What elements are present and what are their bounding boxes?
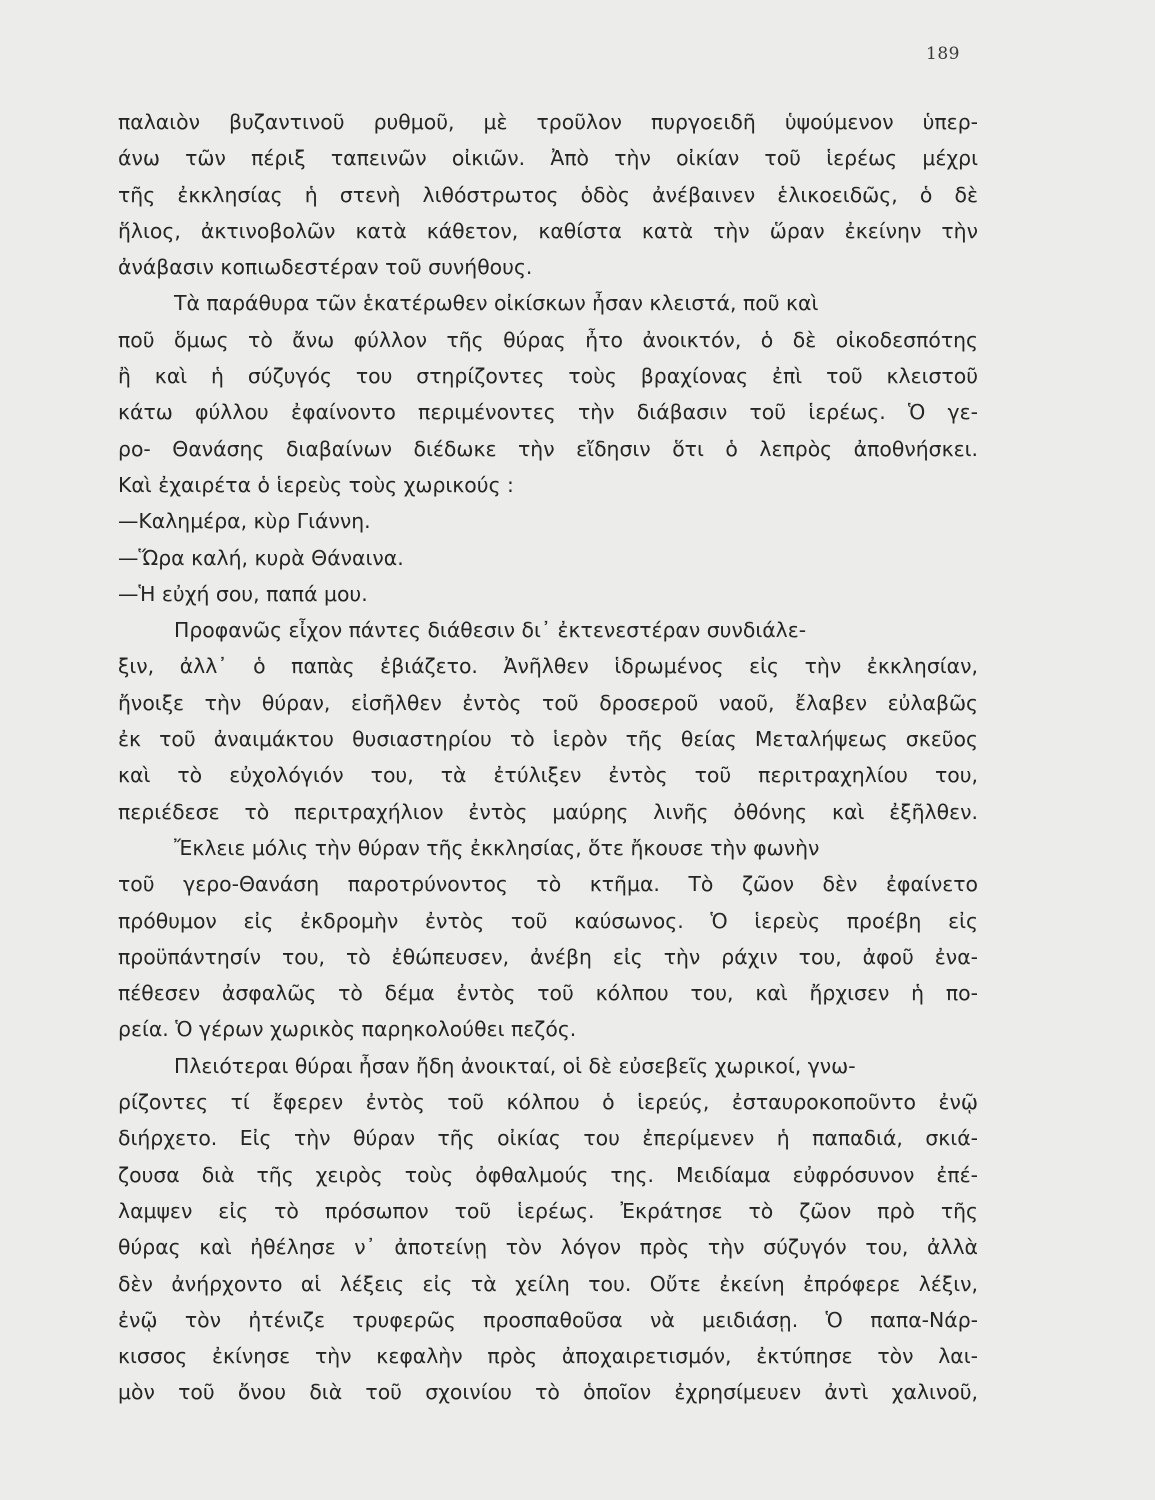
text-line: —Ὥρα καλή, κυρὰ Θάναινα. [118,545,404,570]
text-line: ἐκ τοῦ ἀναιμάκτου θυσιαστηρίου τὸ ἱερὸν τῆς θείας Μεταλήψεως σκεῦος [118,727,978,752]
text-line: κάτω φύλλου ἐφαίνοντο περιμένοντες τὴν διάβασιν τοῦ ἱερέως. Ὁ γε- [118,400,978,425]
text-line: προϋπάντησίν του, τὸ ἐθώπευσεν, ἀνέβη εἰς τὴν ράχιν του, ἀφοῦ ἐνα- [118,944,978,969]
text-line: πρόθυμον εἰς ἐκδρομὴν ἐντὸς τοῦ καύσωνος. Ὁ ἱερεὺς προέβη εἰς [118,908,978,933]
page-number: 189 [926,44,960,64]
text-line: Ἔκλειε μόλις τὴν θύραν τῆς ἐκκλησίας, ὅτε ἤκουσε τὴν φωνὴν [174,835,820,860]
text-line: λαμψεν εἰς τὸ πρόσωπον τοῦ ἱερέως. Ἐκράτησε τὸ ζῶον πρὸ τῆς [118,1198,978,1223]
text-line: διήρχετο. Εἰς τὴν θύραν τῆς οἰκίας του ἐπερίμενεν ἡ παπαδιά, σκιά- [118,1126,978,1151]
text-line: ἤνοιξε τὴν θύραν, εἰσῆλθεν ἐντὸς τοῦ δροσεροῦ ναοῦ, ἔλαβεν εὐλαβῶς [118,690,978,715]
text-line: περιέδεσε τὸ περιτραχήλιον ἐντὸς μαύρης λινῆς ὀθόνης καὶ ἐξῆλθεν. [118,799,978,824]
text-line: ἀνάβασιν κοπιωδεστέραν τοῦ συνήθους. [118,255,533,280]
text-line: Τὰ παράθυρα τῶν ἑκατέρωθεν οἰκίσκων ἦσαν κλειστά, ποῦ καὶ [174,291,819,316]
text-line: τῆς ἐκκλησίας ἡ στενὴ λιθόστρωτος ὁδὸς ἀνέβαινεν ἑλικοειδῶς, ὁ δὲ [118,182,978,207]
text-line: μὸν τοῦ ὄνου διὰ τοῦ σχοινίου τὸ ὁποῖον ἐχρησίμευεν ἀντὶ χαλινοῦ, [118,1380,978,1405]
text-line: δὲν ἀνήρχοντο αἱ λέξεις εἰς τὰ χείλη του. Οὔτε ἐκείνη ἐπρόφερε λέξιν, [118,1271,978,1296]
text-line: άνω τῶν πέριξ ταπεινῶν οἰκιῶν. Ἀπὸ τὴν οἰκίαν τοῦ ἱερέως μέχρι [118,146,978,171]
text-line: ἢ καὶ ἡ σύζυγός του στηρίζοντες τοὺς βραχίονας ἐπὶ τοῦ κλειστοῦ [118,364,978,389]
text-line: —Καλημέρα, κὺρ Γιάννη. [118,509,371,534]
text-line: ρο- Θανάσης διαβαίνων διέδωκε τὴν εἴδησιν ὅτι ὁ λεπρὸς ἀποθνήσκει. [118,436,978,461]
text-line: Πλειότεραι θύραι ἦσαν ἤδη ἀνοικταί, οἱ δὲ εὐσεβεῖς χωρικοί, γνω- [174,1053,856,1078]
text-line: ξιν, ἀλλ᾽ ὁ παπὰς ἐβιάζετο. Ἀνῆλθεν ἱδρωμένος εἰς τὴν ἐκκλησίαν, [118,654,978,679]
text-line: ἥλιος, ἀκτινοβολῶν κατὰ κάθετον, καθίστα κατὰ τὴν ὥραν ἐκείνην τὴν [118,218,978,243]
text-line: ρεία. Ὁ γέρων χωρικὸς παρηκολούθει πεζός. [118,1017,577,1042]
text-line: Καὶ ἐχαιρέτα ὁ ἱερεὺς τοὺς χωρικούς : [118,472,514,497]
text-line: τοῦ γερο-Θανάση παροτρύνοντος τὸ κτῆμα. Τὸ ζῶον δὲν ἐφαίνετο [118,872,978,897]
text-line: καὶ τὸ εὐχολόγιόν του, τὰ ἐτύλιξεν ἐντὸς τοῦ περιτραχηλίου του, [118,763,978,788]
text-line: —Ἡ εὐχή σου, παπά μου. [118,581,368,606]
body-text [118,104,978,1411]
text-line: κισσος ἐκίνησε τὴν κεφαλὴν πρὸς ἀποχαιρετισμόν, ἐκτύπησε τὸν λαι- [118,1344,978,1369]
text-line: πέθεσεν ἀσφαλῶς τὸ δέμα ἐντὸς τοῦ κόλπου του, καὶ ἤρχισεν ἡ πο- [118,981,978,1006]
text-line: ποῦ ὅμως τὸ ἄνω φύλλον τῆς θύρας ἦτο ἀνοικτόν, ὁ δὲ οἰκοδεσπότης [118,327,978,352]
text-line: θύρας καὶ ἠθέλησε ν᾽ ἀποτείνῃ τὸν λόγον πρὸς τὴν σύζυγόν του, ἀλλὰ [118,1235,978,1260]
text-line: παλαιὸν βυζαντινοῦ ρυθμοῦ, μὲ τροῦλον πυργοειδῆ ὑψούμενον ὑπερ- [118,110,978,134]
text-line: ἐνῷ τὸν ἠτένιζε τρυφερῶς προσπαθοῦσα νὰ μειδιάσῃ. Ὁ παπα-Νάρ- [118,1307,978,1332]
text-line: Προφανῶς εἶχον πάντες διάθεσιν δι᾽ ἐκτενεστέραν συνδιάλε- [174,618,807,643]
text-line: ρίζοντες τί ἔφερεν ἐντὸς τοῦ κόλπου ὁ ἱερεύς, ἐσταυροκοποῦντο ἐνῷ [118,1090,978,1115]
text-line: ζουσα διὰ τῆς χειρὸς τοὺς ὀφθαλμούς της. Μειδίαμα εὐφρόσυνον ἐπέ- [118,1162,978,1187]
